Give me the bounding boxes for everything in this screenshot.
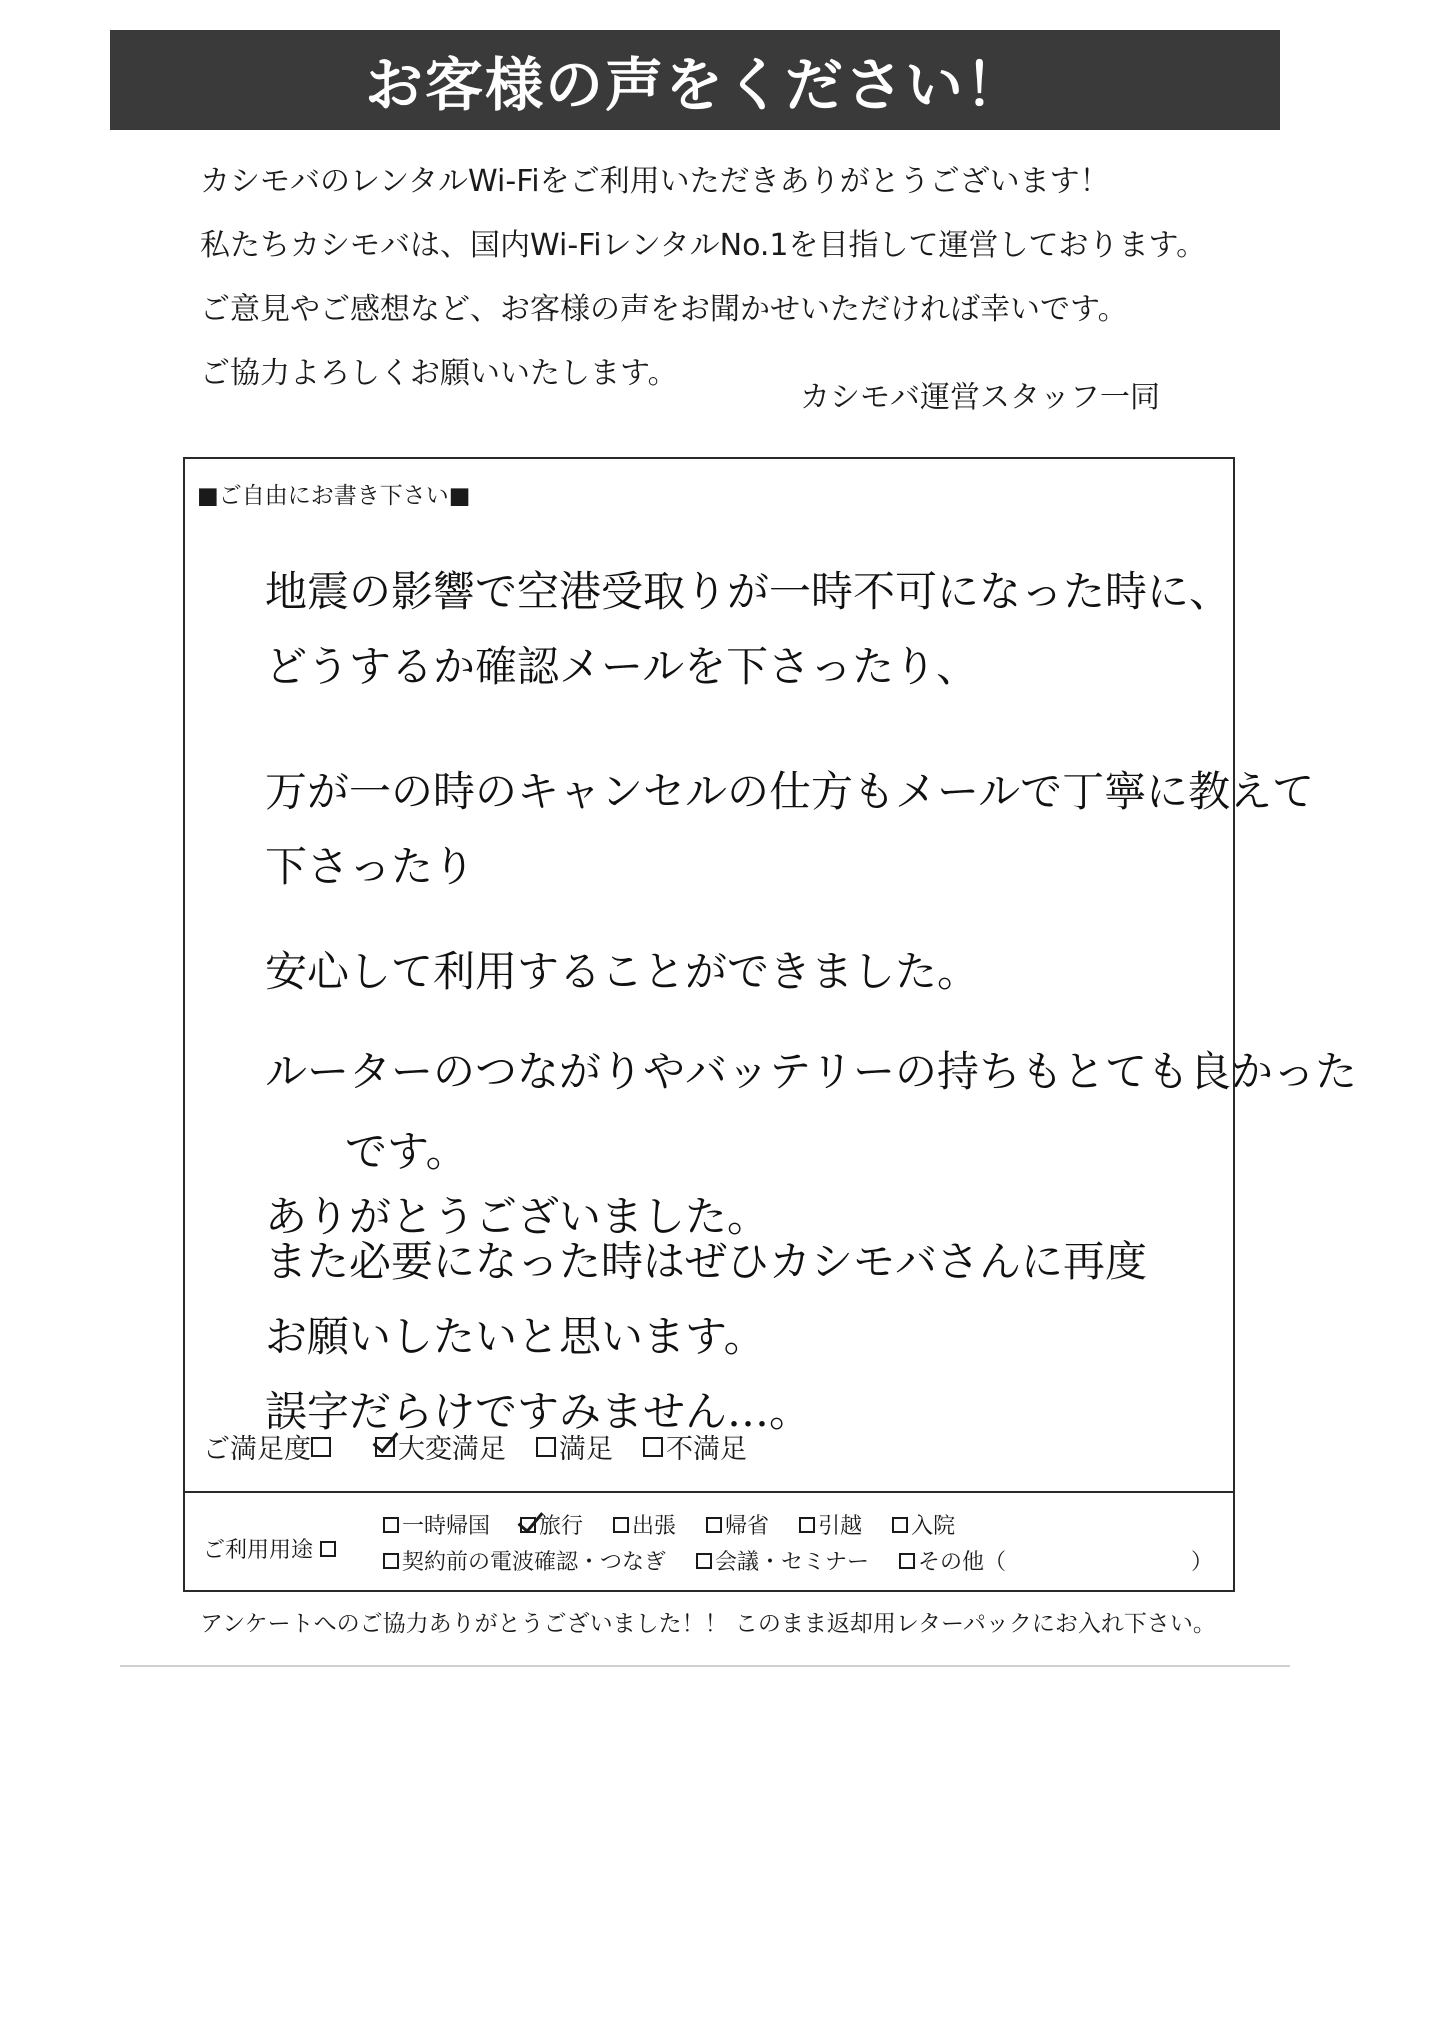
option-label: その他（ — [918, 1550, 1007, 1575]
other-close-paren: ） — [1190, 1550, 1213, 1575]
option-label: 契約前の電波確認・つなぎ — [402, 1550, 667, 1575]
section-divider — [185, 1491, 1233, 1493]
checkbox-icon[interactable] — [892, 1517, 908, 1533]
handwritten-line: 下さったり — [265, 842, 476, 891]
usage-options-row-2 — [383, 1545, 1036, 1576]
intro-line: 私たちカシモバは、国内Wi-FiレンタルNo.1を目指して運営しております。 — [200, 228, 1207, 263]
usage-option-hospital[interactable] — [892, 1509, 955, 1540]
checkbox-icon[interactable] — [383, 1517, 399, 1533]
usage-option-travel[interactable] — [520, 1509, 583, 1540]
handwritten-line: ルーターのつながりやバッテリーの持ちもとても良かった — [265, 1047, 1358, 1096]
handwritten-line: 万が一の時のキャンセルの仕方もメールで丁寧に教えて — [265, 767, 1315, 816]
option-label: 旅行 — [539, 1514, 584, 1539]
other-close-paren-wrap — [1191, 1545, 1213, 1576]
page-title: お客様の声をください！ — [364, 51, 1025, 119]
handwritten-line: です。 — [345, 1127, 468, 1176]
usage-marker-box — [320, 1541, 336, 1557]
handwritten-line: ありがとうございました。 — [265, 1192, 770, 1241]
checkbox-icon[interactable] — [706, 1517, 722, 1533]
usage-option-moving[interactable] — [799, 1509, 862, 1540]
staff-signature: カシモバ運営スタッフ一同 — [800, 380, 1160, 415]
handwritten-line: どうするか確認メールを下さったり、 — [265, 642, 979, 691]
checkbox-checked-icon[interactable] — [375, 1437, 395, 1457]
intro-line: カシモバのレンタルWi-Fiをご利用いただきありがとうございます！ — [200, 164, 1110, 199]
option-label: 不満足 — [666, 1434, 747, 1465]
intro-text — [200, 150, 1220, 406]
option-label: 帰省 — [725, 1514, 770, 1539]
usage-option-temporary-return[interactable] — [383, 1509, 490, 1540]
option-label: 大変満足 — [398, 1434, 506, 1465]
checkbox-icon[interactable] — [799, 1517, 815, 1533]
checkbox-checked-icon[interactable] — [520, 1517, 536, 1533]
handwritten-line: 地震の影響で空港受取りが一時不可になった時に、 — [265, 567, 1232, 616]
usage-label: ご利用用途 — [203, 1538, 314, 1563]
checkbox-icon[interactable] — [613, 1517, 629, 1533]
page-bottom-rule — [120, 1665, 1290, 1667]
satisfaction-label: ご満足度 — [203, 1434, 311, 1465]
intro-line: ご協力よろしくお願いいたします。 — [200, 356, 678, 391]
satisfaction-option-very-satisfied[interactable] — [375, 1427, 506, 1466]
option-label: 入院 — [911, 1514, 956, 1539]
satisfaction-option-unsatisfied[interactable] — [643, 1427, 747, 1466]
footer-note: アンケートへのご協力ありがとうございました！！ このまま返却用レターパックにお入れ下さい。 — [200, 1611, 1216, 1637]
usage-option-business-trip[interactable] — [613, 1509, 676, 1540]
usage-option-meeting[interactable] — [696, 1545, 869, 1576]
usage-option-other[interactable] — [899, 1545, 1006, 1576]
survey-form — [183, 457, 1358, 1592]
handwritten-line: また必要になった時はぜひカシモバさんに再度 — [265, 1237, 1148, 1286]
option-label: 一時帰国 — [402, 1514, 491, 1539]
option-label: 会議・セミナー — [715, 1550, 870, 1575]
usage-label-row — [203, 1533, 339, 1564]
satisfaction-marker-box — [311, 1437, 331, 1457]
option-label: 出張 — [632, 1514, 677, 1539]
checkbox-icon[interactable] — [899, 1553, 915, 1569]
option-label: 満足 — [559, 1434, 613, 1465]
satisfaction-option-satisfied[interactable] — [536, 1427, 613, 1466]
usage-option-signal-check[interactable] — [383, 1545, 666, 1576]
intro-line: ご意見やご感想など、お客様の声をお聞かせいただければ幸いです。 — [200, 292, 1128, 327]
satisfaction-row — [203, 1427, 777, 1466]
handwritten-line: 誤字だらけですみません…。 — [265, 1387, 812, 1436]
handwritten-line: お願いしたいと思います。 — [265, 1312, 766, 1361]
page-title-banner — [110, 30, 1280, 130]
checkbox-icon[interactable] — [383, 1553, 399, 1569]
checkbox-icon[interactable] — [536, 1437, 556, 1457]
checkbox-icon[interactable] — [643, 1437, 663, 1457]
option-label: 引越 — [818, 1514, 863, 1539]
checkbox-icon[interactable] — [696, 1553, 712, 1569]
handwritten-line: 安心して利用することができました。 — [265, 947, 980, 996]
free-comment-label: ■ご自由にお書き下さい■ — [197, 483, 471, 509]
usage-option-homecoming[interactable] — [706, 1509, 769, 1540]
usage-options-row-1 — [383, 1509, 985, 1540]
